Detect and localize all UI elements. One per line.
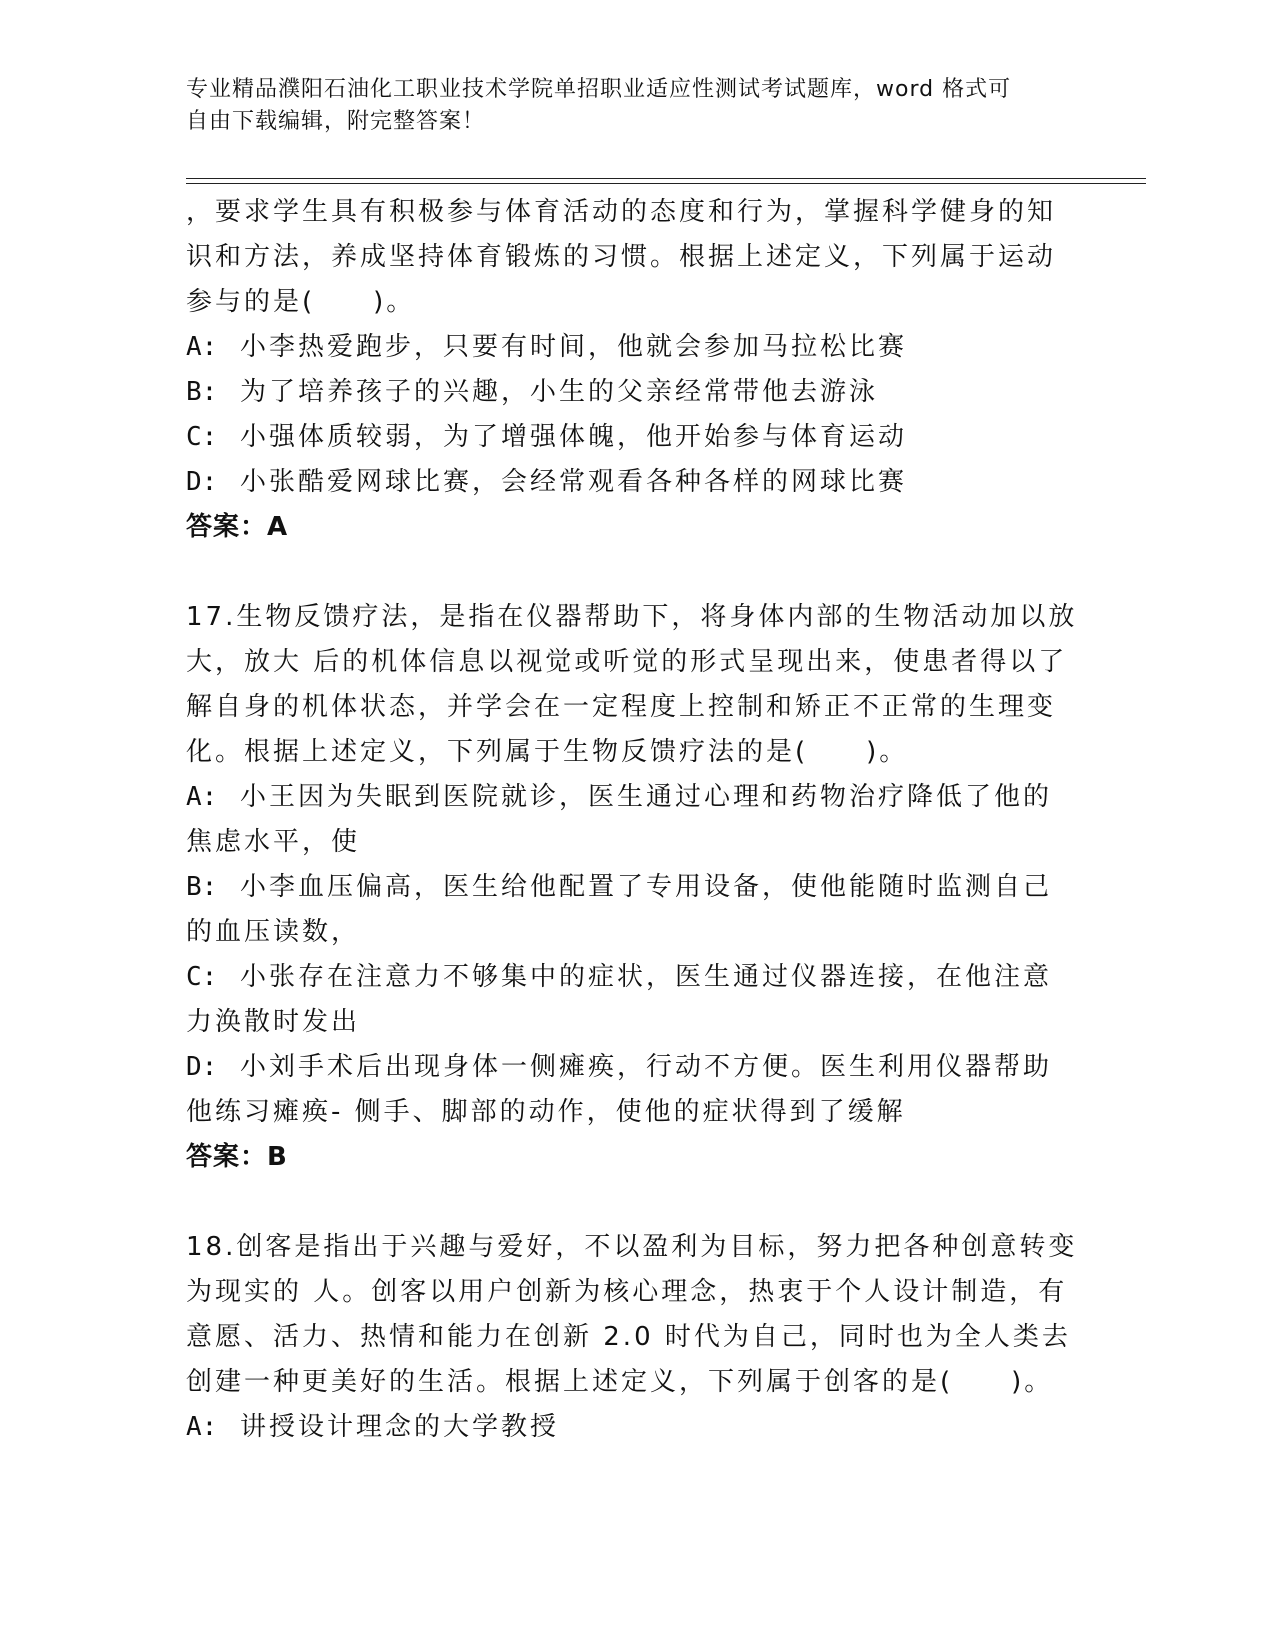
- question-17: [186, 595, 1076, 1180]
- option-c: [186, 415, 1076, 460]
- option-text-continued: 的血压读数，: [186, 917, 361, 947]
- option-b: [186, 865, 1076, 910]
- question-text-line: 参与的是( )。: [186, 287, 416, 317]
- header-line-2: 自由下载编辑，附完整答案！: [186, 109, 486, 134]
- option-letter: A:: [186, 332, 218, 362]
- page-header: [186, 74, 1066, 138]
- question-text-line: ，要求学生具有积极参与体育活动的态度和行为，掌握科学健身的知: [186, 197, 1057, 227]
- question-text-line: 解自身的机体状态，并学会在一定程度上控制和矫正不正常的生理变: [186, 692, 1057, 722]
- option-d: [186, 460, 1076, 505]
- option-text: 讲授设计理念的大学教授: [240, 1412, 560, 1442]
- question-text-line: 大，放大 后的机体信息以视觉或听觉的形式呈现出来，使患者得以了: [186, 647, 1068, 677]
- option-text-continued: 焦虑水平，使: [186, 827, 361, 857]
- question-text-line: 识和方法，养成坚持体育锻炼的习惯。根据上述定义，下列属于运动: [186, 242, 1057, 272]
- answer-17: 答案：B: [186, 1142, 288, 1172]
- option-letter: D:: [186, 1052, 218, 1082]
- option-a: [186, 325, 1076, 370]
- question-text-line: 化。根据上述定义，下列属于生物反馈疗法的是( )。: [186, 737, 909, 767]
- option-text-continued: 他练习瘫痪- 侧手、脚部的动作，使他的症状得到了缓解: [186, 1097, 906, 1127]
- option-text: 为了培养孩子的兴趣，小生的父亲经常带他去游泳: [240, 377, 879, 407]
- option-text-continued: 力涣散时发出: [186, 1007, 361, 1037]
- option-a: [186, 775, 1076, 820]
- question-text-line: 18.创客是指出于兴趣与爱好，不以盈利为目标，努力把各种创意转变: [186, 1232, 1078, 1262]
- option-text: 小李热爱跑步，只要有时间，他就会参加马拉松比赛: [240, 332, 908, 362]
- option-letter: A:: [186, 1412, 218, 1442]
- header-line-1: 专业精品濮阳石油化工职业技术学院单招职业适应性测试考试题库，word 格式可: [186, 77, 1012, 102]
- option-text: 小张酷爱网球比赛，会经常观看各种各样的网球比赛: [240, 467, 908, 497]
- question-text-line: 17.生物反馈疗法，是指在仪器帮助下，将身体内部的生物活动加以放: [186, 602, 1078, 632]
- spacer: [186, 550, 1076, 595]
- header-divider-top: [186, 178, 1146, 179]
- option-b: [186, 370, 1076, 415]
- option-c: [186, 955, 1076, 1000]
- question-text-line: 为现实的 人。创客以用户创新为核心理念，热衷于个人设计制造，有: [186, 1277, 1068, 1307]
- option-letter: B:: [186, 872, 218, 902]
- option-a: [186, 1405, 1076, 1450]
- option-text: 小刘手术后出现身体一侧瘫痪，行动不方便。医生利用仪器帮助: [240, 1052, 1053, 1082]
- question-16: [186, 190, 1076, 550]
- option-text: 小张存在注意力不够集中的症状，医生通过仪器连接，在他注意: [240, 962, 1053, 992]
- option-letter: C:: [186, 962, 218, 992]
- question-text-line: 意愿、活力、热情和能力在创新 2.0 时代为自己，同时也为全人类去: [186, 1322, 1071, 1352]
- header-divider-bottom: [186, 183, 1146, 184]
- option-letter: C:: [186, 422, 218, 452]
- option-letter: B:: [186, 377, 218, 407]
- option-text: 小王因为失眠到医院就诊，医生通过心理和药物治疗降低了他的: [240, 782, 1053, 812]
- option-letter: A:: [186, 782, 218, 812]
- question-18: [186, 1225, 1076, 1450]
- spacer: [186, 1180, 1076, 1225]
- option-text: 小李血压偏高，医生给他配置了专用设备，使他能随时监测自己: [240, 872, 1053, 902]
- option-d: [186, 1045, 1076, 1090]
- option-letter: D:: [186, 467, 218, 497]
- option-text: 小强体质较弱，为了增强体魄，他开始参与体育运动: [240, 422, 908, 452]
- question-text-line: 创建一种更美好的生活。根据上述定义，下列属于创客的是( )。: [186, 1367, 1054, 1397]
- document-body: [186, 190, 1076, 1450]
- answer-16: 答案：A: [186, 512, 289, 542]
